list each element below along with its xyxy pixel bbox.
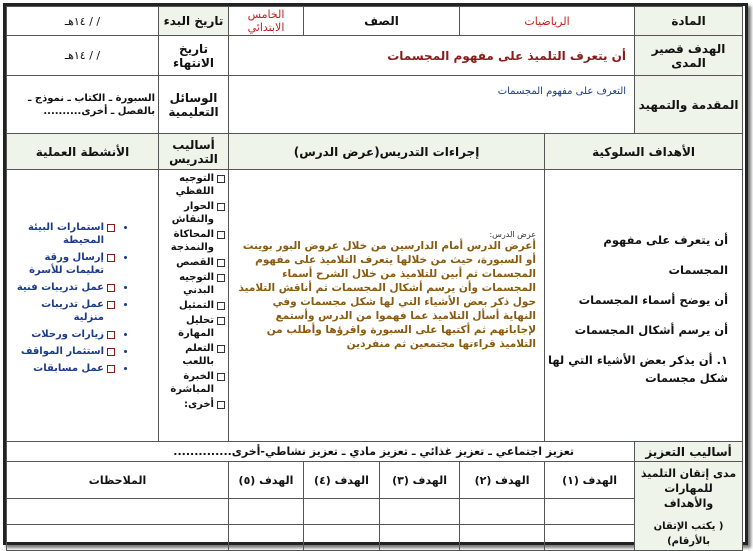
objective-item: أن يرسم أشكال المجسمات — [574, 322, 729, 337]
procedures-label: عرض الدرس: — [489, 230, 537, 239]
procedures-text: أعرض الدرس أمام الدارسين من خلال عروض البور بوينت أو السبورة، حيث من خلالها يتعرف التلاميذ على مفهوم المجسمات ثم أبين للتلاميذ من خلال الشرح أسماء المجسمات وأن يرسم أشكال المجسمات ثم أناقش التلاميذ حول ذكر بعض الأشياء التي لها شكل مجسمات وفي النهاية أسأل التلاميذ عما فهموا من الدرس وأستمع لإجاباتهم ثم أكتبها على السبورة واقرؤها وأطلب من التلاميذ قراءتها مجتمعين ثم منفردين — [238, 240, 537, 350]
mastery-note: ( يكتب الإتقان بالأرقام) — [653, 521, 724, 547]
start-date-label: تاريخ البدء — [159, 7, 229, 36]
activity-item: • إرسال ورقة تعليمات للأسرة — [10, 251, 115, 277]
objective-item: أن يوضح أسماء المجسمات — [578, 292, 729, 307]
activity-item: • عمل تدريبات منزلية — [10, 298, 115, 324]
notes-cell-2[interactable] — [7, 525, 229, 551]
goal-3-score-2[interactable] — [380, 525, 460, 551]
notes-header: الملاحظات — [7, 462, 229, 499]
activity-item: • استمارات البيئة المحيطة — [10, 221, 115, 247]
end-date-label: تاريخ الانتهاء — [159, 36, 229, 76]
procedures-header: إجراءات التدريس(عرض الدرس) — [229, 134, 545, 170]
goal-1-score[interactable] — [545, 499, 635, 525]
activities-header: الأنشطة العملية — [7, 134, 159, 170]
procedures-cell — [229, 170, 545, 442]
activity-item: • عمل مسابقات — [10, 362, 115, 375]
methods-list — [162, 172, 225, 411]
method-item: التمثيل — [162, 299, 225, 312]
end-date-value: / / ١٤هـ — [7, 36, 159, 76]
goal-4-score[interactable] — [304, 499, 380, 525]
method-item: القصص — [162, 256, 225, 269]
objective-item: ١. أن يذكر بعض الأشياء التي لها شكل مجسمات — [548, 352, 729, 385]
goal-5-header: الهدف (٥) — [229, 462, 304, 499]
activities-cell — [7, 170, 159, 442]
subject-value: الرياضيات — [460, 7, 635, 36]
method-item: الحوار والنقاش — [162, 200, 225, 226]
activity-item: • زيارات ورحلات — [10, 328, 115, 341]
class-value: الخامس الابتدائي — [229, 7, 304, 36]
method-item: أخرى: — [162, 398, 225, 411]
method-item: التعلم باللعب — [162, 342, 225, 368]
notes-cell[interactable] — [7, 499, 229, 525]
intro-value: التعرف على مفهوم المجسمات — [229, 76, 635, 134]
goal-2-score[interactable] — [460, 499, 545, 525]
lesson-plan-table — [6, 6, 743, 551]
goal-1-score-2[interactable] — [545, 525, 635, 551]
activity-item: • استثمار المواقف — [10, 345, 115, 358]
method-item: التوجيه اللفظي — [162, 172, 225, 198]
activities-list — [10, 221, 155, 375]
goal-5-score[interactable] — [229, 499, 304, 525]
mastery-cell — [635, 462, 743, 551]
objectives-cell — [545, 170, 743, 442]
goal-1-header: الهدف (١) — [545, 462, 635, 499]
activity-item: • عمل تدريبات فنية — [10, 281, 115, 294]
method-item: الخبرة المباشرة — [162, 370, 225, 396]
methods-header: أساليب التدريس — [159, 134, 229, 170]
subject-label: المادة — [635, 7, 743, 36]
goal-2-header: الهدف (٢) — [460, 462, 545, 499]
method-item: التوجيه البدني — [162, 271, 225, 297]
methods-cell — [159, 170, 229, 442]
class-label: الصف — [304, 7, 460, 36]
goal-5-score-2[interactable] — [229, 525, 304, 551]
goal-label: الهدف قصير المدى — [635, 36, 743, 76]
aids-label: الوسائل التعليمية — [159, 76, 229, 134]
aids-value: السبورة ـ الكتاب ـ نموذج ـ بالفصل ـ أخرى.......... — [7, 76, 159, 134]
goal-4-header: الهدف (٤) — [304, 462, 380, 499]
reinforcement-value: تعزيز اجتماعي ـ تعزيز غذائي ـ تعزيز مادي ـ تعزيز نشاطي-أخرى.............. — [7, 442, 635, 462]
goal-2-score-2[interactable] — [460, 525, 545, 551]
intro-label: المقدمة والتمهيد — [635, 76, 743, 134]
objectives-header: الأهداف السلوكية — [545, 134, 743, 170]
start-date-value: / / ١٤هـ — [7, 7, 159, 36]
method-item: المحاكاة والنمذجة — [162, 228, 225, 254]
goal-4-score-2[interactable] — [304, 525, 380, 551]
objective-item: أن يتعرف على مفهوم المجسمات — [603, 232, 729, 277]
method-item: تحليل المهارة — [162, 314, 225, 340]
mastery-label: مدى إتقان التلميذ للمهارات والأهداف — [640, 467, 737, 510]
goal-value: أن يتعرف التلميذ على مفهوم المجسمات — [229, 36, 635, 76]
goal-3-header: الهدف (٣) — [380, 462, 460, 499]
reinforcement-label: أساليب التعزيز — [635, 442, 743, 462]
goal-3-score[interactable] — [380, 499, 460, 525]
